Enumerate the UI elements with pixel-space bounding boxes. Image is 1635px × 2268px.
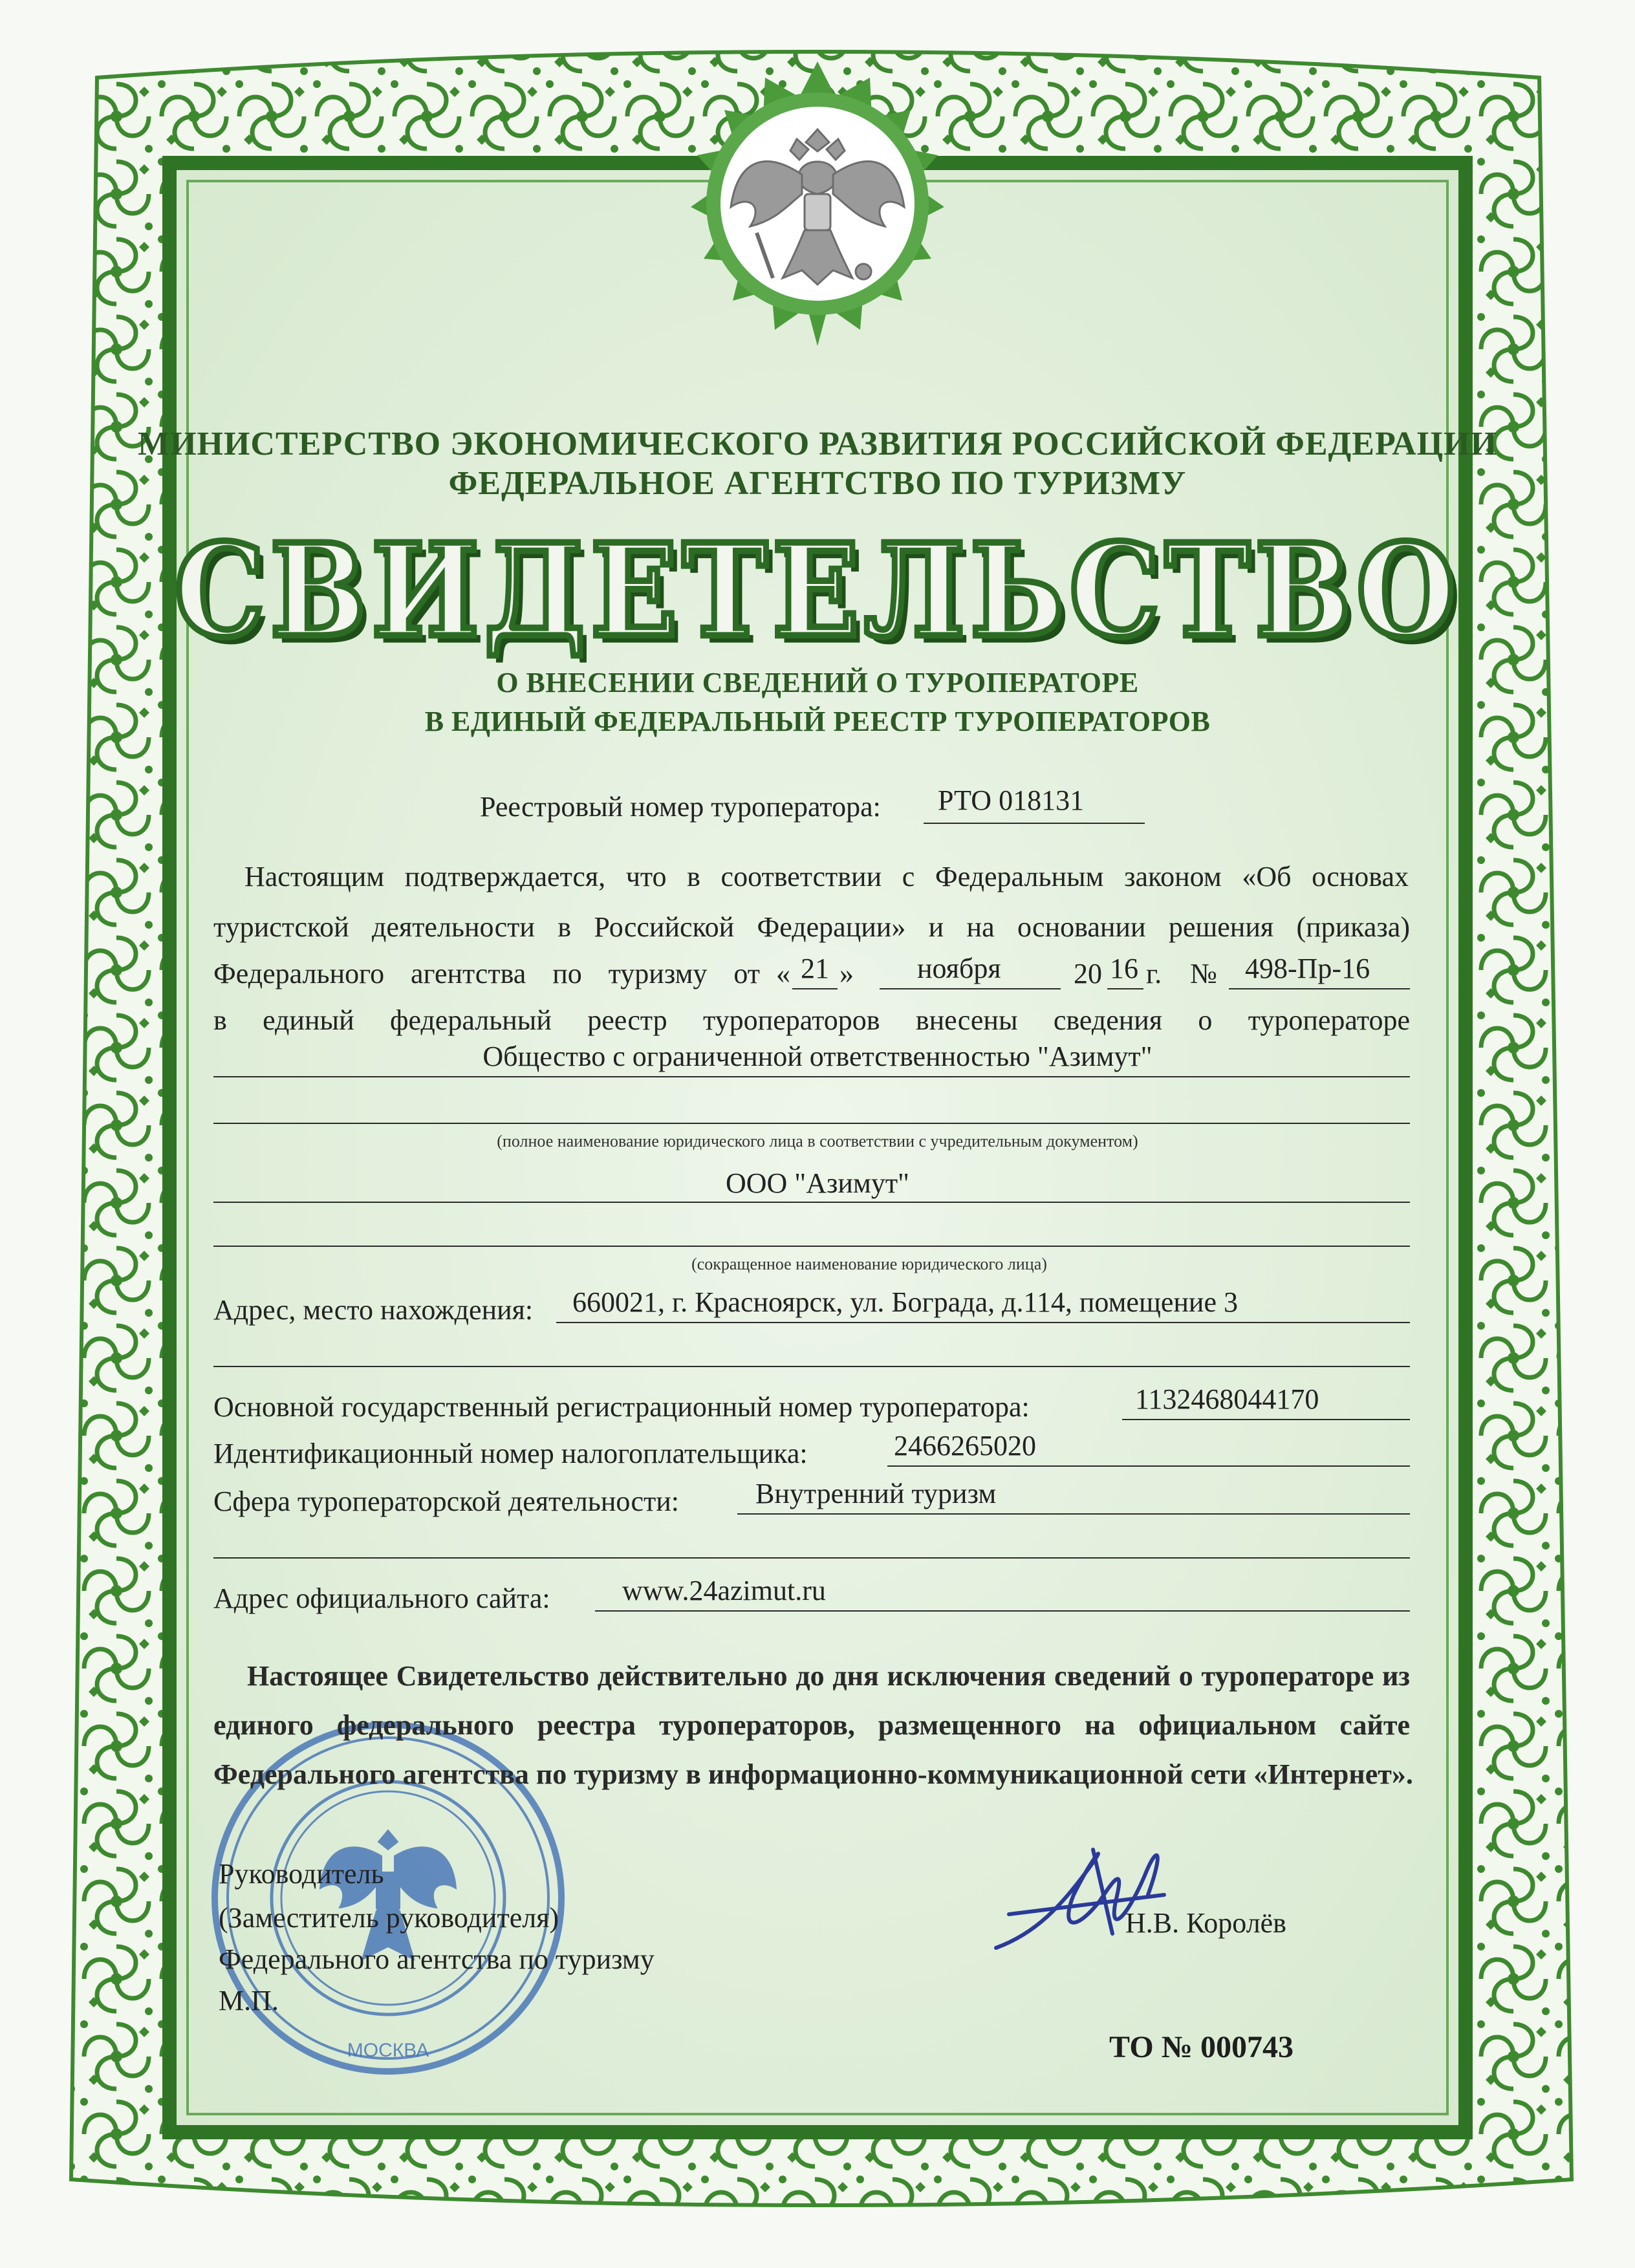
validity-line-3: Федерального агентства по туризму в информационно-коммуникационной сети «Интернет». — [213, 1758, 1413, 1790]
form-number: ТО № 000743 — [1109, 2030, 1294, 2064]
order-month: ноября — [917, 953, 1001, 984]
full-name: Общество с ограниченной ответственностью "Азимут" — [482, 1041, 1153, 1072]
certificate-title: СВИДЕТЕЛЬСТВО — [174, 515, 1461, 666]
address-underline — [556, 1322, 1410, 1323]
subtitle-line-2: В ЕДИНЫЙ ФЕДЕРАЛЬНЫЙ РЕЕСТР ТУРОПЕРАТОРОВ — [424, 706, 1211, 737]
short-name-caption: (сокращенное наименование юридического лица) — [691, 1255, 1047, 1273]
ogrn-value: 1132468044170 — [1135, 1383, 1319, 1415]
registry-label: Реестровый номер туроператора: — [480, 791, 881, 823]
date-open-quote: « — [776, 958, 790, 989]
date-close-quote: » — [839, 958, 854, 989]
sphere-underline — [737, 1513, 1410, 1515]
short-name-underline-2 — [213, 1246, 1410, 1247]
signer-role-2: (Заместитель руководителя) — [219, 1902, 559, 1934]
short-name-underline — [213, 1202, 1410, 1203]
full-name-caption: (полное наименование юридического лица в соответствии с учредительным документом) — [497, 1132, 1138, 1150]
inn-underline — [887, 1465, 1410, 1467]
address-value: 660021, г. Красноярск, ул. Бограда, д.114, помещение 3 — [572, 1286, 1238, 1318]
ministry-line-2: ФЕДЕРАЛЬНОЕ АГЕНТСТВО ПО ТУРИЗМУ — [448, 465, 1187, 502]
address-label: Адрес, место нахождения: — [213, 1294, 534, 1326]
full-name-underline — [213, 1076, 1410, 1077]
inn-value: 2466265020 — [894, 1430, 1036, 1462]
subtitle-line-1: О ВНЕСЕНИИ СВЕДЕНИЙ О ТУРОПЕРАТОРЕ — [496, 667, 1139, 698]
order-number-underline — [1229, 988, 1410, 989]
body-line-3-prefix: Федерального агентства по туризму от — [213, 958, 760, 989]
validity-line-1: Настоящее Свидетельство действительно до дня исключения сведений о туроператоре из — [247, 1660, 1410, 1692]
inn-label: Идентификационный номер налогоплательщика: — [213, 1438, 808, 1469]
body-line-2: туристской деятельности в Российской Федерации» и на основании решения (приказа) — [213, 911, 1410, 943]
website-label: Адрес официального сайта: — [213, 1582, 550, 1614]
sphere-value: Внутренний туризм — [755, 1478, 997, 1509]
sphere-underline-2 — [213, 1557, 1410, 1559]
signer-role-1: Руководитель — [219, 1858, 384, 1890]
number-sign: № — [1190, 958, 1217, 989]
day-underline — [792, 988, 838, 989]
ogrn-underline — [1122, 1419, 1410, 1420]
order-day: 21 — [801, 953, 829, 984]
order-year: 16 — [1110, 953, 1138, 984]
ministry-line-1: МИНИСТЕРСТВО ЭКОНОМИЧЕСКОГО РАЗВИТИЯ РОССИЙСКОЙ ФЕДЕРАЦИИ — [138, 426, 1497, 462]
sphere-label: Сфера туроператорской деятельности: — [213, 1485, 680, 1517]
year-underline — [1107, 988, 1143, 989]
website-value: www.24azimut.ru — [622, 1575, 826, 1606]
body-line-4: в единый федеральный реестр туроператоров внесены сведения о туроператоре — [213, 1004, 1410, 1036]
signer-name: Н.В. Королёв — [1125, 1907, 1286, 1939]
stamp-city: МОСКВА — [347, 2040, 429, 2061]
short-name: ООО "Азимут" — [725, 1167, 910, 1199]
full-name-underline-2 — [213, 1123, 1410, 1124]
validity-line-2: единого федерального реестра туроператоров, размещенного на официальном сайте — [213, 1709, 1410, 1741]
body-line-1: Настоящим подтверждается, что в соответствии с Федеральным законом «Об основах — [244, 861, 1409, 892]
address-underline-2 — [213, 1366, 1410, 1367]
year-unit: г. — [1146, 958, 1162, 989]
signer-role-3: Федерального агентства по туризму — [219, 1943, 655, 1975]
ogrn-label: Основной государственный регистрационный номер туроператора: — [213, 1391, 1030, 1423]
year-prefix: 20 — [1074, 958, 1102, 989]
month-underline — [880, 988, 1061, 989]
registry-number: РТО 018131 — [938, 784, 1085, 816]
order-number: 498-Пр-16 — [1245, 953, 1370, 984]
website-underline — [595, 1610, 1410, 1612]
registry-underline — [924, 823, 1145, 824]
stamp-place: М.П. — [219, 1985, 279, 2016]
